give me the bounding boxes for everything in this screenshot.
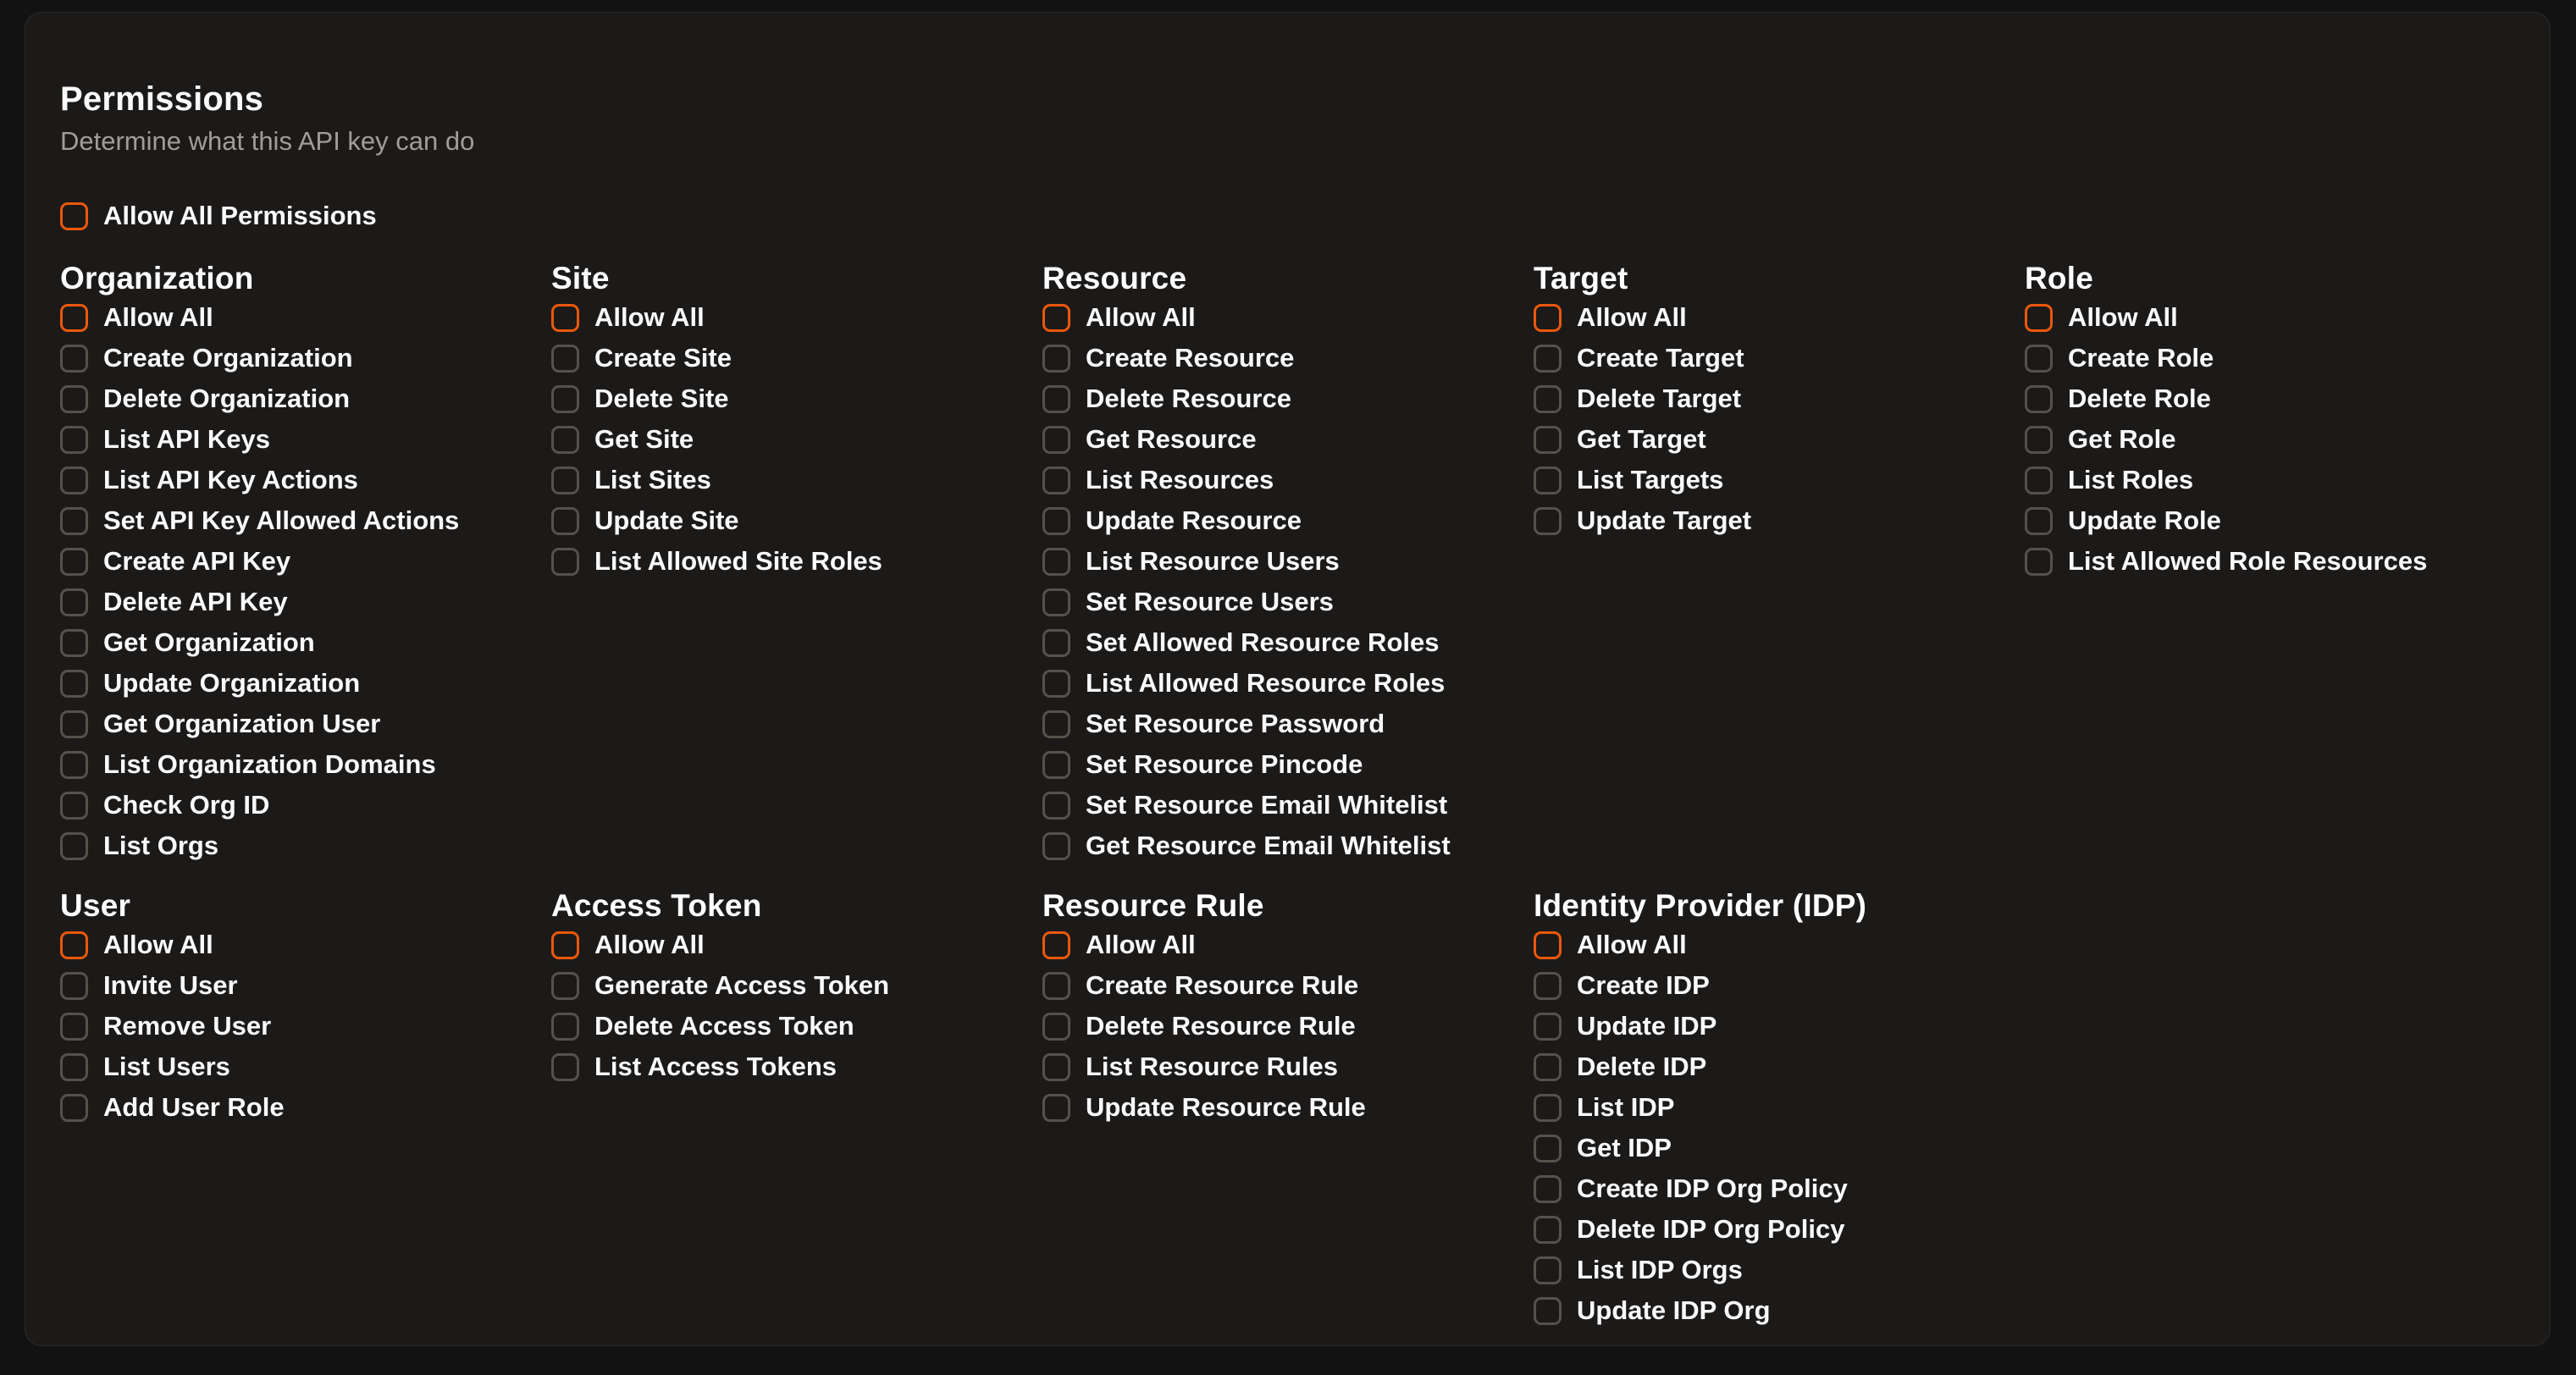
permission-item-site-create-site bbox=[551, 338, 1042, 378]
checkbox-label: Delete Role bbox=[2068, 384, 2211, 413]
checkbox-target-get-target[interactable] bbox=[1534, 426, 1562, 454]
permission-section-user bbox=[60, 887, 551, 1128]
checkbox-label: Allow All bbox=[1086, 930, 1196, 959]
checkbox-label: Delete Resource bbox=[1086, 384, 1291, 413]
permission-item-site-allow-all bbox=[551, 297, 1042, 338]
checkbox-label: Get Organization bbox=[103, 627, 315, 657]
checkbox-label: Delete Target bbox=[1577, 384, 1742, 413]
checkbox-resource-allow-all[interactable] bbox=[1042, 304, 1070, 332]
checkbox-role-create-role[interactable] bbox=[2025, 345, 2053, 373]
permission-item-resource-allow-all bbox=[1042, 297, 1534, 338]
permission-item-resource-list-allowed-resource-roles bbox=[1042, 663, 1534, 704]
permission-item-organization-list-api-keys bbox=[60, 419, 551, 460]
permission-item-resource-list-resource-users bbox=[1042, 541, 1534, 582]
checkbox-site-list-sites[interactable] bbox=[551, 467, 579, 494]
permission-item-site-list-allowed-site-roles bbox=[551, 541, 1042, 582]
checkbox-label: Update Resource bbox=[1086, 505, 1302, 535]
checkbox-label: Delete Resource Rule bbox=[1086, 1011, 1356, 1041]
checkbox-label: Allow All bbox=[1086, 302, 1196, 332]
checkbox-label: Create Resource bbox=[1086, 343, 1295, 373]
checkbox-label: Update IDP Org bbox=[1577, 1295, 1771, 1325]
checkbox-role-allow-all[interactable] bbox=[2025, 304, 2053, 332]
checkbox-access-token-delete-access-token[interactable] bbox=[551, 1013, 579, 1041]
permission-item-target-update-target bbox=[1534, 500, 2025, 541]
checkbox-resource-rule-delete-resource-rule[interactable] bbox=[1042, 1013, 1070, 1041]
permission-item-access-token-generate-access-token bbox=[551, 965, 1042, 1006]
permission-item-identity-provider-idp-update-idp-org bbox=[1534, 1290, 2025, 1331]
permission-item-organization-list-organization-domains bbox=[60, 744, 551, 785]
permission-item-resource-rule-create-resource-rule bbox=[1042, 965, 1534, 1006]
permission-item-resource-delete-resource bbox=[1042, 378, 1534, 419]
checkbox-label: Delete IDP bbox=[1577, 1052, 1707, 1081]
section-title: Site bbox=[551, 261, 610, 295]
checkbox-label: Set Resource Email Whitelist bbox=[1086, 790, 1448, 820]
permission-item-resource-rule-allow-all bbox=[1042, 925, 1534, 965]
checkbox-label: Update IDP bbox=[1577, 1011, 1717, 1041]
checkbox-label: Create Resource Rule bbox=[1086, 970, 1359, 1000]
checkbox-role-delete-role[interactable] bbox=[2025, 385, 2053, 413]
checkbox-site-get-site[interactable] bbox=[551, 426, 579, 454]
section-title: Target bbox=[1534, 261, 1628, 295]
checkbox-resource-list-resource-users[interactable] bbox=[1042, 548, 1070, 576]
checkbox-organization-list-api-key-actions[interactable] bbox=[60, 467, 88, 494]
checkbox-site-list-allowed-site-roles[interactable] bbox=[551, 548, 579, 576]
permission-item-organization-list-orgs bbox=[60, 826, 551, 866]
checkbox-label: Create Site bbox=[594, 343, 732, 373]
checkbox-label: Get Resource Email Whitelist bbox=[1086, 831, 1451, 860]
checkbox-label: List IDP Orgs bbox=[1577, 1255, 1743, 1284]
permission-item-role-list-allowed-role-resources bbox=[2025, 541, 2516, 582]
checkbox-identity-provider-idp-list-idp[interactable] bbox=[1534, 1094, 1562, 1122]
permission-item-role-allow-all bbox=[2025, 297, 2516, 338]
permission-item-resource-list-resources bbox=[1042, 460, 1534, 500]
checkbox-label: Create Organization bbox=[103, 343, 353, 373]
permission-item-identity-provider-idp-create-idp-org-policy bbox=[1534, 1168, 2025, 1209]
permission-item-organization-create-organization bbox=[60, 338, 551, 378]
checkbox-identity-provider-idp-allow-all[interactable] bbox=[1534, 931, 1562, 959]
checkbox-label: List Users bbox=[103, 1052, 230, 1081]
checkbox-label: List Roles bbox=[2068, 465, 2194, 494]
checkbox-label: Create Target bbox=[1577, 343, 1744, 373]
permission-item-identity-provider-idp-list-idp bbox=[1534, 1087, 2025, 1128]
page-subtitle: Determine what this API key can do bbox=[60, 126, 475, 156]
checkbox-resource-set-resource-pincode[interactable] bbox=[1042, 751, 1070, 779]
permission-item-resource-rule-delete-resource-rule bbox=[1042, 1006, 1534, 1046]
checkbox-identity-provider-idp-create-idp-org-policy[interactable] bbox=[1534, 1175, 1562, 1203]
checkbox-resource-rule-create-resource-rule[interactable] bbox=[1042, 972, 1070, 1000]
sections-row-2 bbox=[60, 887, 2516, 1331]
checkbox-label: Get Role bbox=[2068, 424, 2176, 454]
checkbox-label: Set Resource Password bbox=[1086, 709, 1385, 738]
permission-section-target bbox=[1534, 260, 2025, 541]
permission-item-resource-set-resource-pincode bbox=[1042, 744, 1534, 785]
checkbox-label: Create API Key bbox=[103, 546, 291, 576]
checkbox-target-delete-target[interactable] bbox=[1534, 385, 1562, 413]
checkbox-organization-check-org-id[interactable] bbox=[60, 792, 88, 820]
checkbox-resource-delete-resource[interactable] bbox=[1042, 385, 1070, 413]
permission-section-identity-provider-idp bbox=[1534, 887, 2025, 1331]
checkbox-role-update-role[interactable] bbox=[2025, 507, 2053, 535]
checkbox-target-create-target[interactable] bbox=[1534, 345, 1562, 373]
checkbox-label: Update Organization bbox=[103, 668, 361, 698]
checkbox-label: Create IDP bbox=[1577, 970, 1710, 1000]
checkbox-resource-set-allowed-resource-roles[interactable] bbox=[1042, 629, 1070, 657]
permission-item-access-token-list-access-tokens bbox=[551, 1046, 1042, 1087]
checkbox-label: Get Target bbox=[1577, 424, 1706, 454]
permission-item-user-allow-all bbox=[60, 925, 551, 965]
checkbox-organization-delete-api-key[interactable] bbox=[60, 588, 88, 616]
checkbox-label: Create Role bbox=[2068, 343, 2214, 373]
checkbox-label: Check Org ID bbox=[103, 790, 270, 820]
checkbox-label: List Allowed Site Roles bbox=[594, 546, 882, 576]
permission-item-identity-provider-idp-allow-all bbox=[1534, 925, 2025, 965]
permission-item-organization-set-api-key-allowed-actions bbox=[60, 500, 551, 541]
checkbox-label: Allow All bbox=[2068, 302, 2178, 332]
checkbox-identity-provider-idp-create-idp[interactable] bbox=[1534, 972, 1562, 1000]
checkbox-organization-list-orgs[interactable] bbox=[60, 832, 88, 860]
checkbox-organization-list-api-keys[interactable] bbox=[60, 426, 88, 454]
checkbox-organization-update-organization[interactable] bbox=[60, 670, 88, 698]
checkbox-target-allow-all[interactable] bbox=[1534, 304, 1562, 332]
checkbox-label: Set Resource Users bbox=[1086, 587, 1334, 616]
permission-item-user-invite-user bbox=[60, 965, 551, 1006]
permission-item-resource-create-resource bbox=[1042, 338, 1534, 378]
checkbox-label: List Orgs bbox=[103, 831, 219, 860]
permission-section-resource-rule bbox=[1042, 887, 1534, 1128]
permission-item-resource-rule-update-resource-rule bbox=[1042, 1087, 1534, 1128]
permission-item-organization-get-organization-user bbox=[60, 704, 551, 744]
checkbox-user-remove-user[interactable] bbox=[60, 1013, 88, 1041]
checkbox-label: Invite User bbox=[103, 970, 238, 1000]
checkbox-organization-set-api-key-allowed-actions[interactable] bbox=[60, 507, 88, 535]
checkbox-resource-get-resource[interactable] bbox=[1042, 426, 1070, 454]
checkbox-label: Get Site bbox=[594, 424, 694, 454]
checkbox-role-get-role[interactable] bbox=[2025, 426, 2053, 454]
checkbox-label: Allow All bbox=[594, 930, 705, 959]
checkbox-label: Allow All bbox=[103, 930, 213, 959]
section-title: Role bbox=[2025, 261, 2093, 295]
checkbox-label: List Resource Rules bbox=[1086, 1052, 1339, 1081]
checkbox-label: Set Allowed Resource Roles bbox=[1086, 627, 1440, 657]
permission-item-target-get-target bbox=[1534, 419, 2025, 460]
checkbox-label: List API Keys bbox=[103, 424, 270, 454]
checkbox-label: List API Key Actions bbox=[103, 465, 358, 494]
permission-item-organization-create-api-key bbox=[60, 541, 551, 582]
permission-item-role-delete-role bbox=[2025, 378, 2516, 419]
permission-item-resource-set-allowed-resource-roles bbox=[1042, 622, 1534, 663]
checkbox-identity-provider-idp-update-idp-org[interactable] bbox=[1534, 1297, 1562, 1325]
permission-item-organization-delete-api-key bbox=[60, 582, 551, 622]
permission-item-organization-list-api-key-actions bbox=[60, 460, 551, 500]
permission-item-identity-provider-idp-delete-idp-org-policy bbox=[1534, 1209, 2025, 1250]
checkbox-label: List IDP bbox=[1577, 1092, 1675, 1122]
permission-item-target-list-targets bbox=[1534, 460, 2025, 500]
checkbox-label: List Access Tokens bbox=[594, 1052, 837, 1081]
permission-item-role-get-role bbox=[2025, 419, 2516, 460]
checkbox-resource-set-resource-users[interactable] bbox=[1042, 588, 1070, 616]
permission-item-identity-provider-idp-delete-idp bbox=[1534, 1046, 2025, 1087]
checkbox-organization-allow-all[interactable] bbox=[60, 304, 88, 332]
permission-item-access-token-allow-all bbox=[551, 925, 1042, 965]
checkbox-organization-get-organization[interactable] bbox=[60, 629, 88, 657]
permission-section-site bbox=[551, 260, 1042, 582]
permission-item-organization-update-organization bbox=[60, 663, 551, 704]
checkbox-label: List Sites bbox=[594, 465, 711, 494]
permission-item-role-list-roles bbox=[2025, 460, 2516, 500]
permission-item-site-update-site bbox=[551, 500, 1042, 541]
checkbox-label: Add User Role bbox=[103, 1092, 285, 1122]
checkbox-site-delete-site[interactable] bbox=[551, 385, 579, 413]
permissions-card bbox=[25, 12, 2551, 1346]
checkbox-resource-set-resource-password[interactable] bbox=[1042, 710, 1070, 738]
permission-item-site-list-sites bbox=[551, 460, 1042, 500]
checkbox-label: Get Resource bbox=[1086, 424, 1257, 454]
section-title: Resource bbox=[1042, 261, 1187, 295]
checkbox-user-invite-user[interactable] bbox=[60, 972, 88, 1000]
checkbox-identity-provider-idp-delete-idp-org-policy[interactable] bbox=[1534, 1216, 1562, 1244]
permission-item-organization-check-org-id bbox=[60, 785, 551, 826]
checkbox-identity-provider-idp-update-idp[interactable] bbox=[1534, 1013, 1562, 1041]
checkbox-label: List Organization Domains bbox=[103, 749, 436, 779]
checkbox-resource-list-resources[interactable] bbox=[1042, 467, 1070, 494]
checkbox-label: Update Site bbox=[594, 505, 739, 535]
checkbox-label: Remove User bbox=[103, 1011, 272, 1041]
checkbox-label: Delete Access Token bbox=[594, 1011, 854, 1041]
permission-item-identity-provider-idp-create-idp bbox=[1534, 965, 2025, 1006]
permission-item-user-remove-user bbox=[60, 1006, 551, 1046]
checkbox-user-allow-all[interactable] bbox=[60, 931, 88, 959]
checkbox-resource-get-resource-email-whitelist[interactable] bbox=[1042, 832, 1070, 860]
permission-item-resource-set-resource-users bbox=[1042, 582, 1534, 622]
checkbox-label: List Targets bbox=[1577, 465, 1724, 494]
checkbox-label: List Resources bbox=[1086, 465, 1274, 494]
permission-item-identity-provider-idp-update-idp bbox=[1534, 1006, 2025, 1046]
checkbox-access-token-list-access-tokens[interactable] bbox=[551, 1053, 579, 1081]
checkbox-resource-set-resource-email-whitelist[interactable] bbox=[1042, 792, 1070, 820]
checkbox-identity-provider-idp-delete-idp[interactable] bbox=[1534, 1053, 1562, 1081]
section-title: Identity Provider (IDP) bbox=[1534, 888, 1867, 923]
checkbox-site-create-site[interactable] bbox=[551, 345, 579, 373]
permission-section-organization bbox=[60, 260, 551, 866]
permission-item-organization-delete-organization bbox=[60, 378, 551, 419]
section-title: Resource Rule bbox=[1042, 888, 1264, 923]
section-title: Access Token bbox=[551, 888, 762, 923]
checkbox-organization-create-organization[interactable] bbox=[60, 345, 88, 373]
page-title: Permissions bbox=[60, 80, 264, 118]
checkbox-identity-provider-idp-list-idp-orgs[interactable] bbox=[1534, 1256, 1562, 1284]
checkbox-label: Delete IDP Org Policy bbox=[1577, 1214, 1845, 1244]
permission-item-organization-get-organization bbox=[60, 622, 551, 663]
checkbox-label: Allow All bbox=[103, 302, 213, 332]
permission-item-target-delete-target bbox=[1534, 378, 2025, 419]
permission-item-identity-provider-idp-list-idp-orgs bbox=[1534, 1250, 2025, 1290]
checkbox-label: List Resource Users bbox=[1086, 546, 1340, 576]
permission-item-resource-get-resource bbox=[1042, 419, 1534, 460]
permission-item-access-token-delete-access-token bbox=[551, 1006, 1042, 1046]
checkbox-organization-create-api-key[interactable] bbox=[60, 548, 88, 576]
checkbox-organization-get-organization-user[interactable] bbox=[60, 710, 88, 738]
section-title: User bbox=[60, 888, 131, 923]
checkbox-label: Delete API Key bbox=[103, 587, 288, 616]
checkbox-target-update-target[interactable] bbox=[1534, 507, 1562, 535]
permission-item-organization-allow-all bbox=[60, 297, 551, 338]
permission-item-resource-get-resource-email-whitelist bbox=[1042, 826, 1534, 866]
checkbox-label: Update Resource Rule bbox=[1086, 1092, 1366, 1122]
checkbox-resource-rule-allow-all[interactable] bbox=[1042, 931, 1070, 959]
permission-item-role-update-role bbox=[2025, 500, 2516, 541]
permission-item-target-allow-all bbox=[1534, 297, 2025, 338]
checkbox-identity-provider-idp-get-idp[interactable] bbox=[1534, 1135, 1562, 1162]
checkbox-label: Create IDP Org Policy bbox=[1577, 1173, 1848, 1203]
checkbox-user-list-users[interactable] bbox=[60, 1053, 88, 1081]
checkbox-label: Update Role bbox=[2068, 505, 2221, 535]
checkbox-label: List Allowed Role Resources bbox=[2068, 546, 2428, 576]
checkbox-resource-update-resource[interactable] bbox=[1042, 507, 1070, 535]
permission-item-user-list-users bbox=[60, 1046, 551, 1087]
checkbox-resource-create-resource[interactable] bbox=[1042, 345, 1070, 373]
section-title: Organization bbox=[60, 261, 254, 295]
checkbox-resource-list-allowed-resource-roles[interactable] bbox=[1042, 670, 1070, 698]
checkbox-allow-all-permissions[interactable] bbox=[60, 202, 88, 230]
checkbox-label: Allow All bbox=[594, 302, 705, 332]
permission-item-site-delete-site bbox=[551, 378, 1042, 419]
checkbox-access-token-generate-access-token[interactable] bbox=[551, 972, 579, 1000]
permission-item-site-get-site bbox=[551, 419, 1042, 460]
permission-item-role-create-role bbox=[2025, 338, 2516, 378]
permission-item-resource-set-resource-password bbox=[1042, 704, 1534, 744]
allow-all-permissions-row bbox=[60, 201, 2516, 231]
allow-all-permissions-label: Allow All Permissions bbox=[103, 201, 377, 230]
sections-row-1 bbox=[60, 260, 2516, 866]
checkbox-label: Get Organization User bbox=[103, 709, 381, 738]
checkbox-resource-rule-list-resource-rules[interactable] bbox=[1042, 1053, 1070, 1081]
checkbox-label: Set Resource Pincode bbox=[1086, 749, 1363, 779]
checkbox-label: Get IDP bbox=[1577, 1133, 1672, 1162]
permission-item-resource-set-resource-email-whitelist bbox=[1042, 785, 1534, 826]
permission-item-identity-provider-idp-get-idp bbox=[1534, 1128, 2025, 1168]
permission-item-target-create-target bbox=[1534, 338, 2025, 378]
checkbox-role-list-allowed-role-resources[interactable] bbox=[2025, 548, 2053, 576]
permission-item-user-add-user-role bbox=[60, 1087, 551, 1128]
permission-item-resource-update-resource bbox=[1042, 500, 1534, 541]
checkbox-site-update-site[interactable] bbox=[551, 507, 579, 535]
checkbox-label: Allow All bbox=[1577, 930, 1687, 959]
checkbox-resource-rule-update-resource-rule[interactable] bbox=[1042, 1094, 1070, 1122]
checkbox-label: Allow All bbox=[1577, 302, 1687, 332]
checkbox-organization-list-organization-domains[interactable] bbox=[60, 751, 88, 779]
permission-section-access-token bbox=[551, 887, 1042, 1087]
checkbox-user-add-user-role[interactable] bbox=[60, 1094, 88, 1122]
checkbox-label: Generate Access Token bbox=[594, 970, 890, 1000]
permission-section-role bbox=[2025, 260, 2516, 582]
checkbox-label: Delete Organization bbox=[103, 384, 351, 413]
permission-item-resource-rule-list-resource-rules bbox=[1042, 1046, 1534, 1087]
checkbox-label: List Allowed Resource Roles bbox=[1086, 668, 1446, 698]
checkbox-access-token-allow-all[interactable] bbox=[551, 931, 579, 959]
checkbox-site-allow-all[interactable] bbox=[551, 304, 579, 332]
checkbox-organization-delete-organization[interactable] bbox=[60, 385, 88, 413]
checkbox-label: Set API Key Allowed Actions bbox=[103, 505, 460, 535]
checkbox-target-list-targets[interactable] bbox=[1534, 467, 1562, 494]
checkbox-role-list-roles[interactable] bbox=[2025, 467, 2053, 494]
permission-section-resource bbox=[1042, 260, 1534, 866]
checkbox-label: Update Target bbox=[1577, 505, 1752, 535]
checkbox-label: Delete Site bbox=[594, 384, 729, 413]
